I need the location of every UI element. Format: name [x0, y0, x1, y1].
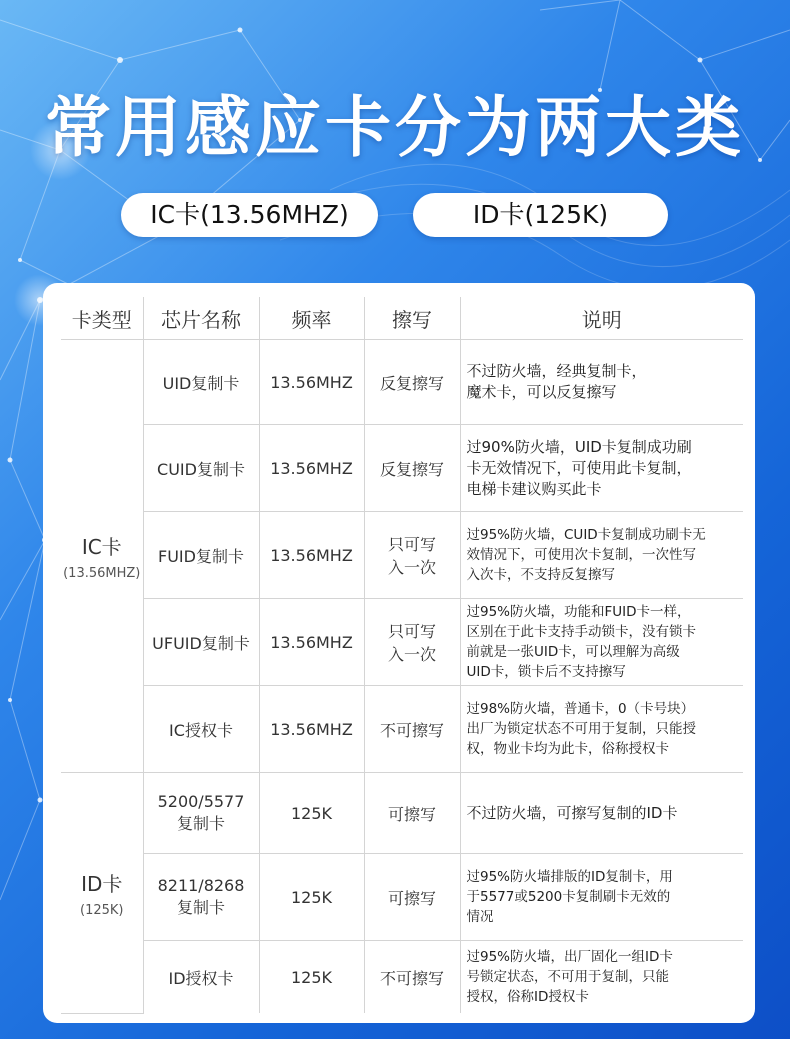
chip-name-cell: 5200/5577 复制卡: [143, 773, 259, 854]
table-row: [61, 854, 743, 941]
description-cell: 不过防火墙，可擦写复制的ID卡: [460, 773, 743, 854]
card-type-cell: [61, 340, 143, 773]
header-chip-name: 芯片名称: [143, 297, 259, 340]
table-header-row: [61, 297, 743, 340]
header-description: 说明: [460, 297, 743, 340]
card-comparison-table: [61, 297, 743, 1014]
description-cell: 过98%防火墙，普通卡，0（卡号块） 出厂为锁定状态不可用于复制，只能授 权，物业卡均为此卡，俗称授权卡: [460, 686, 743, 773]
chip-name-cell: UFUID复制卡: [143, 599, 259, 686]
frequency-cell: 125K: [259, 773, 364, 854]
header-frequency: 频率: [259, 297, 364, 340]
card-type-label: ID卡: [81, 871, 123, 896]
card-type-frequency: (13.56MHZ): [63, 566, 141, 581]
frequency-cell: 13.56MHZ: [259, 686, 364, 773]
frequency-cell: 13.56MHZ: [259, 425, 364, 512]
chip-name-cell: 8211/8268 复制卡: [143, 854, 259, 941]
frequency-cell: 125K: [259, 941, 364, 1014]
rewrite-cell: 反复擦写: [364, 340, 460, 425]
rewrite-cell: 反复擦写: [364, 425, 460, 512]
frequency-cell: 13.56MHZ: [259, 340, 364, 425]
table-row: [61, 773, 743, 854]
chip-name-cell: IC授权卡: [143, 686, 259, 773]
comparison-card: [43, 283, 755, 1023]
table-row: [61, 686, 743, 773]
ic-card-badge: IC卡(13.56MHZ): [121, 193, 378, 237]
description-cell: 过90%防火墙，UID卡复制成功刷 卡无效情况下，可使用此卡复制， 电梯卡建议购买此卡: [460, 425, 743, 512]
rewrite-cell: 不可擦写: [364, 941, 460, 1014]
description-cell: 过95%防火墙排版的ID复制卡，用 于5577或5200卡复制刷卡无效的 情况: [460, 854, 743, 941]
rewrite-cell: 可擦写: [364, 854, 460, 941]
card-type-frequency: (125K): [80, 902, 124, 918]
rewrite-cell: 只可写 入一次: [364, 599, 460, 686]
description-cell: 不过防火墙，经典复制卡， 魔术卡，可以反复擦写: [460, 340, 743, 425]
frequency-cell: 125K: [259, 854, 364, 941]
id-card-badge: ID卡(125K): [413, 193, 668, 237]
rewrite-cell: 可擦写: [364, 773, 460, 854]
table-row: [61, 599, 743, 686]
frequency-cell: 13.56MHZ: [259, 512, 364, 599]
card-type-cell: [61, 773, 143, 1014]
chip-name-cell: UID复制卡: [143, 340, 259, 425]
header-rewrite: 擦写: [364, 297, 460, 340]
chip-name-cell: FUID复制卡: [143, 512, 259, 599]
table-row: [61, 425, 743, 512]
header-card-type: 卡类型: [61, 297, 143, 340]
page-title: 常用感应卡分为两大类: [45, 89, 745, 166]
rewrite-cell: 不可擦写: [364, 686, 460, 773]
frequency-cell: 13.56MHZ: [259, 599, 364, 686]
rewrite-cell: 只可写 入一次: [364, 512, 460, 599]
table-row: [61, 512, 743, 599]
description-cell: 过95%防火墙，CUID卡复制成功刷卡无 效情况下，可使用次卡复制，一次性写 入次卡，不支持反复擦写: [460, 512, 743, 599]
chip-name-cell: CUID复制卡: [143, 425, 259, 512]
card-type-label: IC卡: [81, 535, 122, 559]
table-row: [61, 941, 743, 1014]
table-row: [61, 340, 743, 425]
description-cell: 过95%防火墙，功能和FUID卡一样， 区别在于此卡支持手动锁卡，没有锁卡 前就是一张UID卡，可以理解为高级 UID卡，锁卡后不支持擦写: [460, 599, 743, 686]
chip-name-cell: ID授权卡: [143, 941, 259, 1014]
description-cell: 过95%防火墙，出厂固化一组ID卡 号锁定状态，不可用于复制，只能 授权，俗称ID授权卡: [460, 941, 743, 1014]
